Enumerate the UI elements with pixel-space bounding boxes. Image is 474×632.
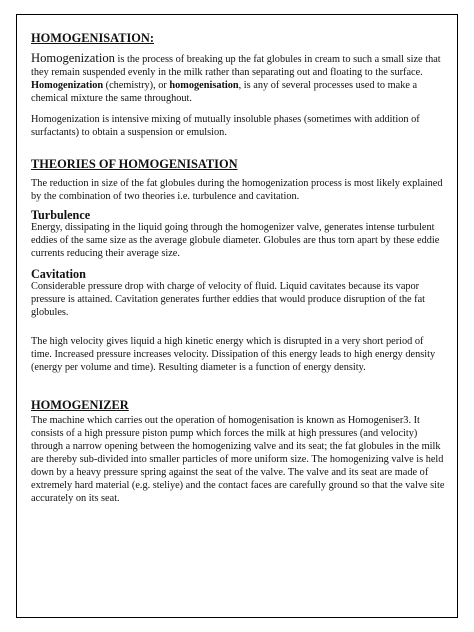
definition-tail: , is any of several processes used to make a chemical mixture the same throughout. [31, 79, 418, 104]
heading-cavitation: Cavitation [31, 266, 86, 281]
heading-theories: THEORIES OF HOMOGENISATION [31, 157, 238, 172]
document-page [16, 14, 458, 618]
paragraph-definition [31, 52, 445, 106]
paragraph-kinetic-energy: The high velocity gives liquid a high kinetic energy which is disrupted in a very short period of time. Increased pressure increases velocity. Dissipation of this energy leads to high energy density (energy per volume and time). Resulting diameter is a function of energy density. [31, 335, 436, 373]
heading-turbulence: Turbulence [31, 208, 91, 223]
paragraph-turbulence: Energy, dissipating in the liquid going through the homogenizer valve, generates intense turbulent eddies of the same size as the average globule diameter. Globules are thus torn apart by these eddie currents reducing their average size. [31, 222, 440, 260]
heading-homogenisation: HOMOGENISATION: [31, 31, 154, 45]
paragraph-theories: The reduction in size of the fat globules during the homogenization process is most likely explained by the combination of two theories i.e. turbulence and cavitation. [31, 178, 443, 203]
definition-lead: is the process of breaking up the fat globules in cream to such a small size that they remain suspended evenly in the milk rather than separating out and floating to the surface. [31, 54, 441, 78]
bold-homogenization: Homogenization [31, 79, 104, 91]
paragraph-cavitation: Considerable pressure drop with charge of velocity of fluid. Liquid cavitates because its vapor pressure is attained. Cavitation generates further eddies that would produce disruption of the fat globules. [31, 280, 426, 318]
paragraph-homogenizer: The machine which carries out the operation of homogenisation is known as Homogeniser3. It consists of a high pressure piston pump which forces the milk at high pressures (and velocity) through a narrow opening between the homogenizing valve and its seat; the fat globules in the milk are thereby sub-divided into smaller particles of more uniform size. The homogenizing valve is held down by a heavy pressure spring against the seat of the valve. The valve and its seat are made of extremely hard material (e.g. steliye) and the contact faces are carefully ground so that the valve site accurately on its seat. [31, 415, 445, 504]
document-body [31, 31, 445, 506]
definition-mid: (chemistry), or [103, 79, 170, 91]
heading-homogenizer: HOMOGENIZER [31, 398, 129, 413]
lead-word: Homogenization [31, 51, 115, 65]
bold-homogenisation: homogenisation [169, 79, 239, 91]
paragraph-mixing: Homogenization is intensive mixing of mutually insoluble phases (sometimes with addition of surfactants) to obtain a suspension or emulsion. [31, 113, 420, 138]
